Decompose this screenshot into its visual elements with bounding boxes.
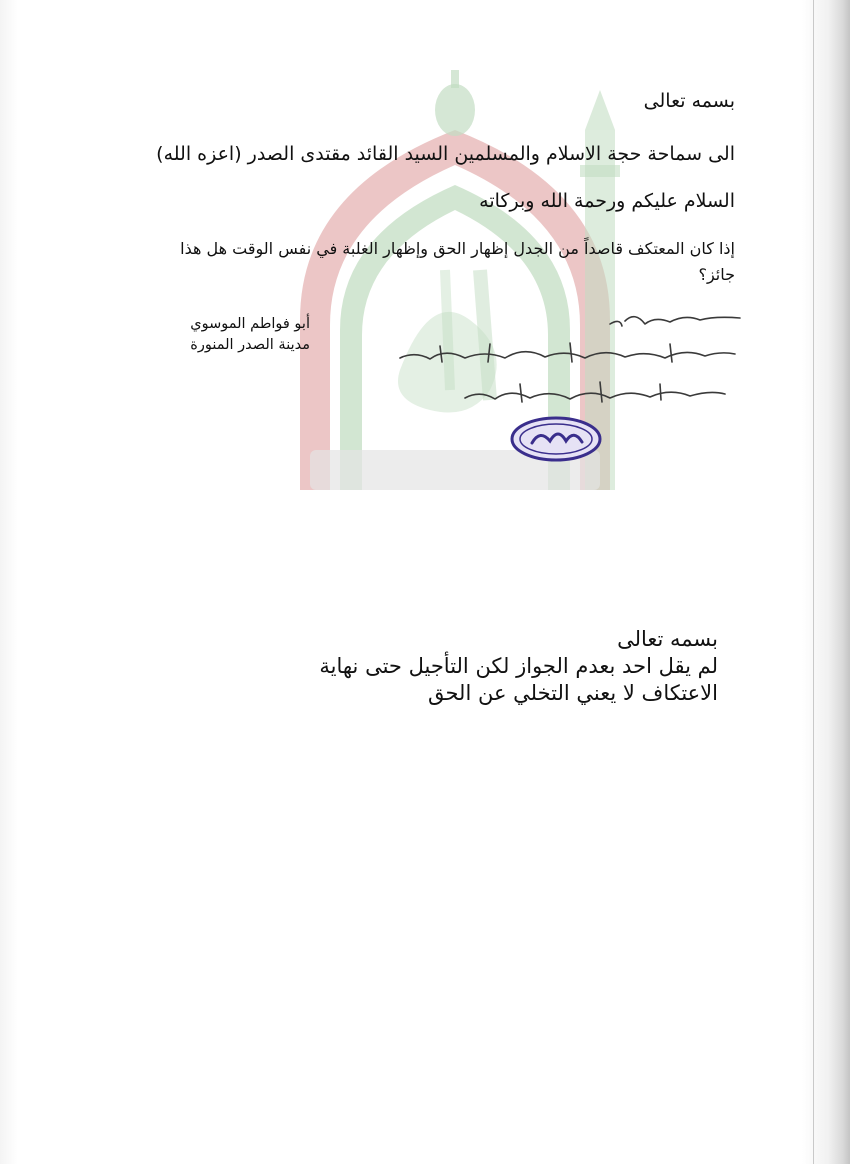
page-edge-shadow — [802, 0, 850, 1164]
letter-addressee: الى سماحة حجة الاسلام والمسلمين السيد القائد مقتدى الصدر (اعزه الله) — [156, 143, 735, 165]
official-stamp — [510, 415, 602, 463]
page-edge-line — [813, 0, 814, 1164]
letter-invocation: بسمه تعالى — [643, 90, 735, 112]
answer-line-3: الاعتكاف لا يعني التخلي عن الحق — [427, 681, 718, 705]
letter-greeting: السلام عليكم ورحمة الله وبركاته — [479, 190, 735, 212]
transcribed-answer — [198, 626, 718, 707]
sender-block — [170, 314, 310, 356]
answer-line-2: لم يقل احد بعدم الجواز لكن التأجيل حتى نهاية — [319, 654, 718, 678]
sender-name: أبو فواطم الموسوي — [190, 316, 310, 332]
handwritten-reply-image — [370, 296, 750, 426]
answer-line-1: بسمه تعالى — [617, 627, 718, 651]
letter-question: إذا كان المعتكف قاصداً من الجدل إظهار الحق وإظهار الغلبة في نفس الوقت هل هذا جائز؟ — [180, 239, 735, 284]
sender-city: مدينة الصدر المنورة — [190, 337, 310, 353]
left-page-fade — [0, 0, 18, 1164]
